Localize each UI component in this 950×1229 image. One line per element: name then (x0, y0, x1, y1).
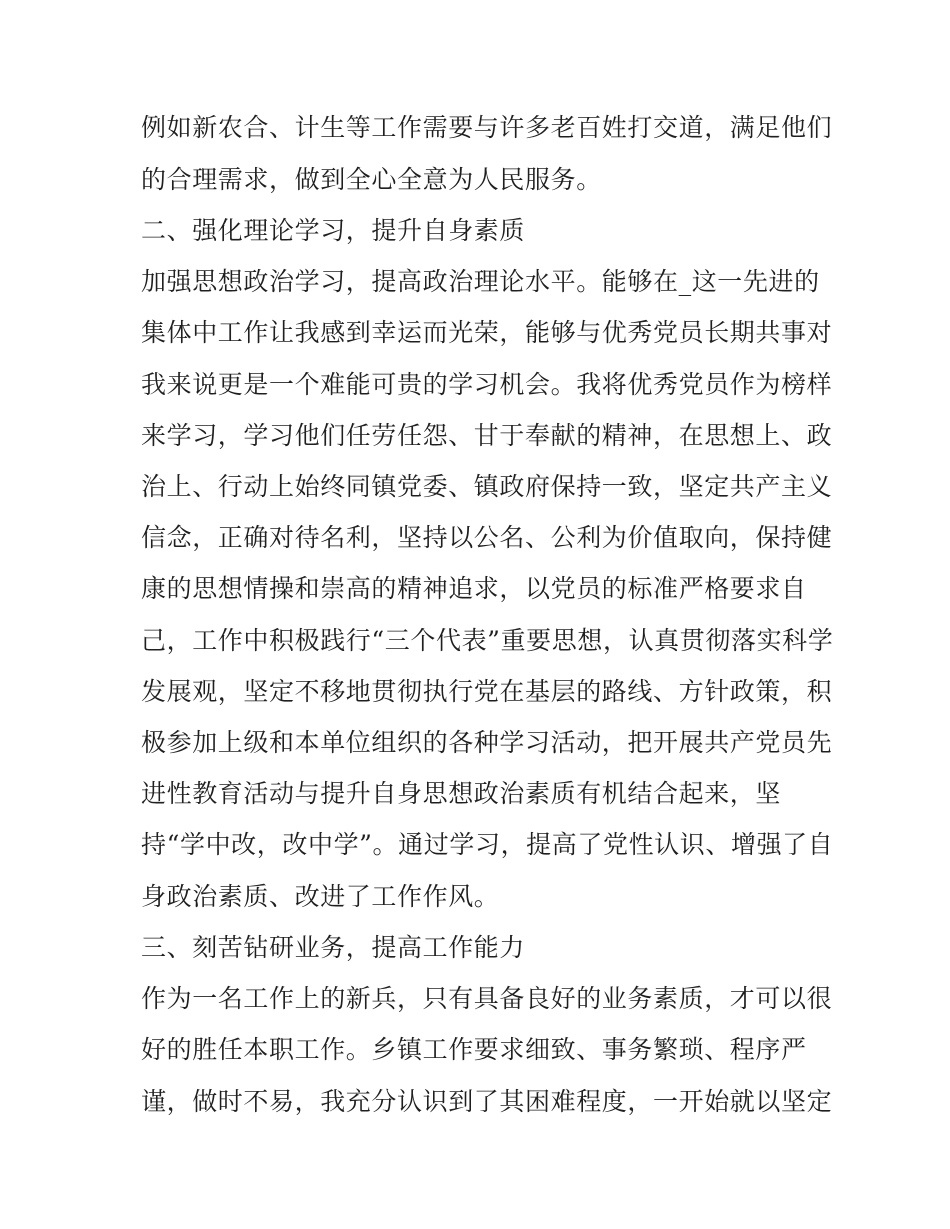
paragraph-line: 例如新农合、计生等工作需要与许多老百姓打交道，满足他们 (141, 113, 833, 142)
paragraph-line: 作为一名工作上的新兵，只有具备良好的业务素质，才可以很 (141, 984, 833, 1013)
paragraph-line: 康的思想情操和崇高的精神追求，以党员的标准严格要求自 (141, 574, 807, 603)
paragraph-line: 发展观，坚定不移地贯彻执行党在基层的路线、方针政策，积 (141, 677, 833, 706)
paragraph-line: 己，工作中积极践行“三个代表”重要思想，认真贯彻落实科学 (141, 626, 834, 655)
paragraph-line: 的合理需求，做到全心全意为人民服务。 (141, 165, 602, 194)
paragraph-line: 极参加上级和本单位组织的各种学习活动，把开展共产党员先 (141, 728, 833, 757)
paragraph-line: 我来说更是一个难能可贵的学习机会。我将优秀党员作为榜样 (141, 370, 833, 399)
paragraph-line: 加强思想政治学习，提高政治理论水平。能够在_这一先进的 (141, 267, 820, 296)
section-heading: 三、刻苦钻研业务，提高工作能力 (141, 933, 526, 962)
paragraph-line: 进性教育活动与提升自身思想政治素质有机结合起来，坚 (141, 779, 782, 808)
section-heading: 二、强化理论学习，提升自身素质 (141, 216, 526, 245)
paragraph-line: 好的胜任本职工作。乡镇工作要求细致、事务繁琐、程序严 (141, 1035, 807, 1064)
paragraph-line: 集体中工作让我感到幸运而光荣，能够与优秀党员长期共事对 (141, 318, 833, 347)
paragraph-line: 身政治素质、改进了工作作风。 (141, 882, 500, 911)
paragraph-line: 来学习，学习他们任劳任怨、甘于奉献的精神，在思想上、政 (141, 421, 833, 450)
paragraph-line: 信念，正确对待名利，坚持以公名、公利为价值取向，保持健 (141, 523, 833, 552)
paragraph-line: 持“学中改，改中学”。通过学习，提高了党性认识、增强了自 (141, 830, 834, 859)
paragraph-line: 谨，做时不易，我充分认识到了其困难程度，一开始就以坚定 (141, 1087, 833, 1116)
paragraph-line: 治上、行动上始终同镇党委、镇政府保持一致，坚定共产主义 (141, 472, 833, 501)
